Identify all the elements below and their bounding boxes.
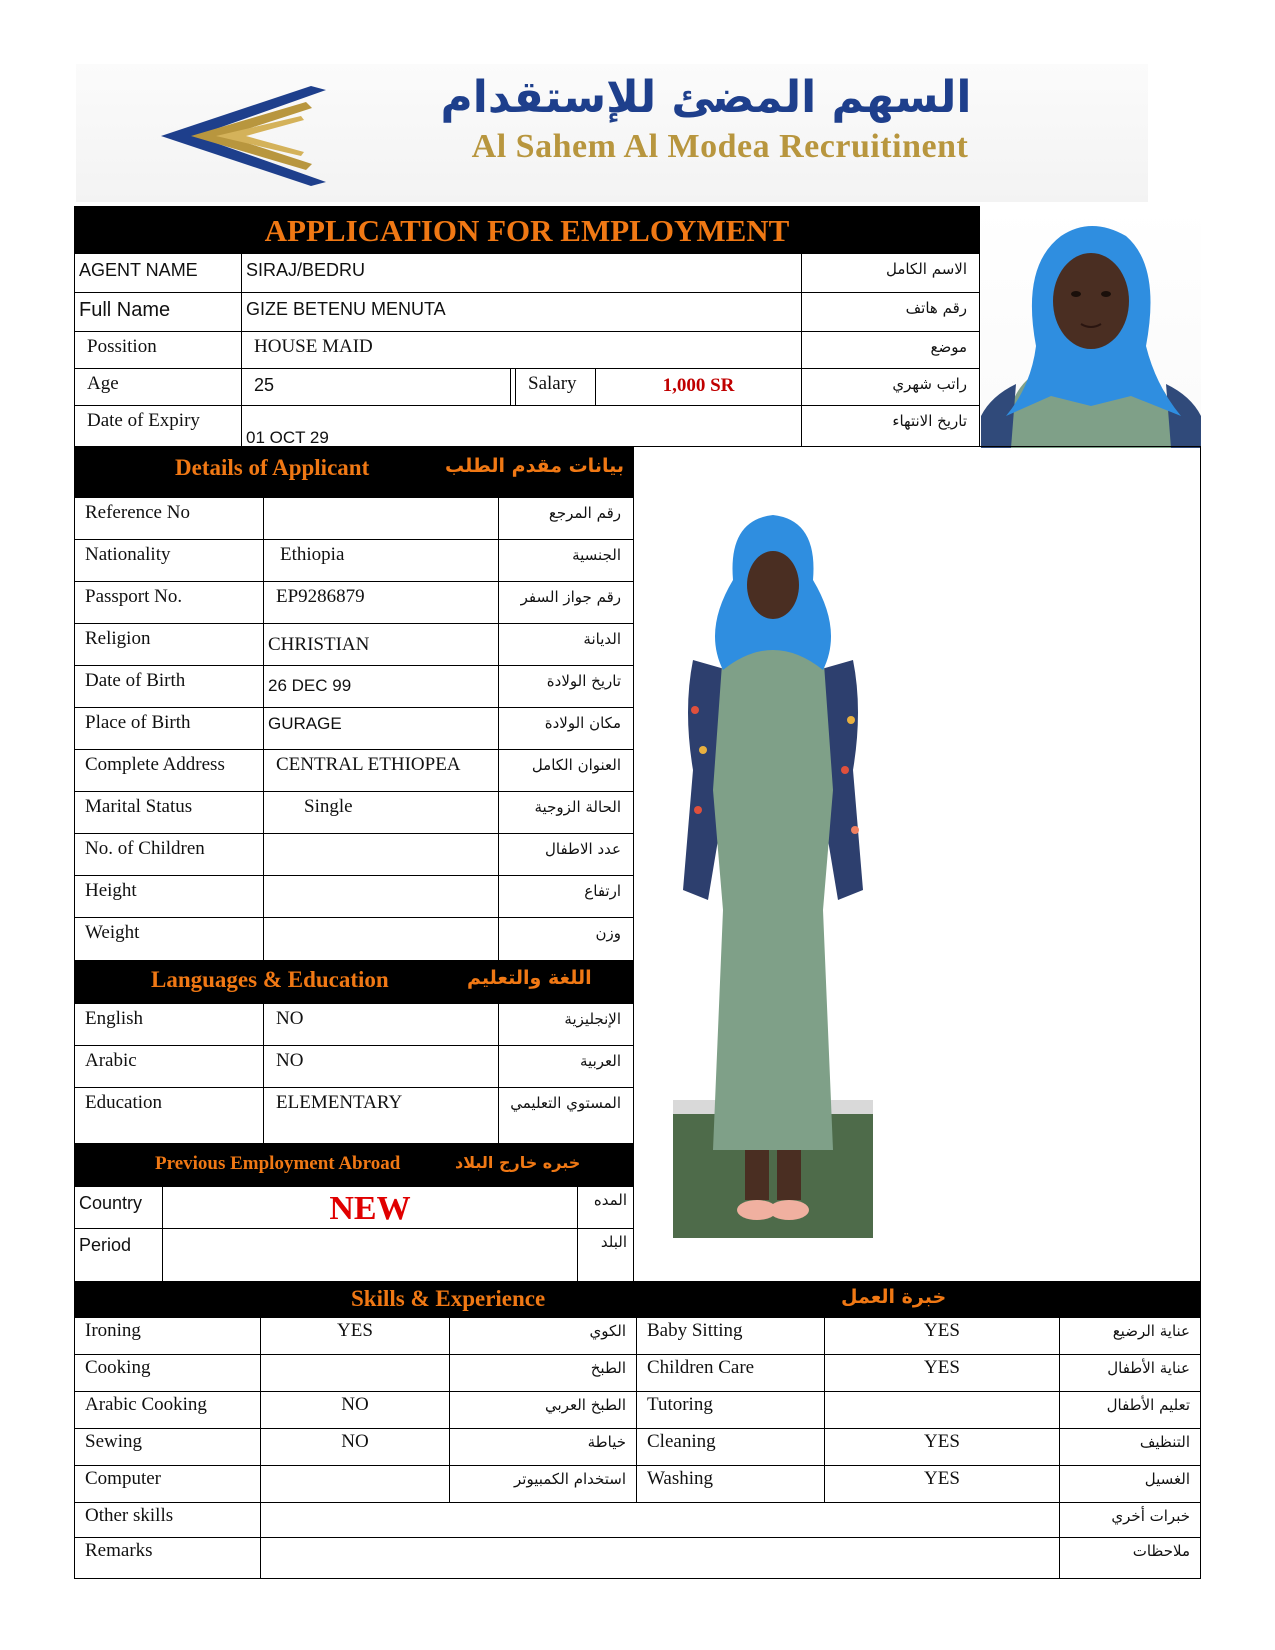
details-value: GURAGE: [263, 707, 499, 750]
other-skills-value: [260, 1502, 1060, 1538]
details-label-ar: العنوان الكامل: [498, 749, 634, 792]
details-value: [263, 833, 499, 876]
details-label: Weight: [74, 917, 264, 961]
languages-header: [74, 960, 634, 1004]
period-value: [162, 1228, 578, 1282]
full-name-label: Full Name: [74, 292, 242, 332]
education-value: ELEMENTARY: [263, 1087, 499, 1144]
skill-label-ar: تعليم الأطفال: [1059, 1391, 1201, 1429]
skill-label-ar: استخدام الكمبيوتر: [449, 1465, 637, 1503]
skill-label-ar: عناية الأطفال: [1059, 1354, 1201, 1392]
company-name-arabic: السهم المضئ للإستقدام: [440, 72, 972, 123]
salary-label: Salary: [515, 368, 596, 406]
details-label-ar: الجنسية: [498, 539, 634, 582]
salary-value: 1,000 SR: [595, 368, 802, 406]
skill-value: [260, 1465, 450, 1503]
remarks-value: [260, 1537, 1060, 1579]
skill-value: NO: [260, 1391, 450, 1429]
skills-title-en: Skills & Experience: [351, 1286, 546, 1311]
position-label-ar: موضع: [801, 331, 980, 369]
details-header: [74, 446, 634, 498]
details-title-ar: بيانات مقدم الطلب: [445, 455, 624, 477]
languages-title-ar: اللغة والتعليم: [467, 967, 592, 989]
skill-value: YES: [260, 1317, 450, 1355]
language-value: NO: [263, 1003, 499, 1046]
language-label-ar: العربية: [498, 1045, 634, 1088]
languages-title-en: Languages & Education: [151, 967, 389, 992]
language-label-ar: الإنجليزية: [498, 1003, 634, 1046]
skill-label: Tutoring: [636, 1391, 825, 1429]
expiry-label-ar: تاريخ الانتهاء: [801, 405, 980, 447]
remarks-label: Remarks: [74, 1537, 261, 1579]
details-value: [263, 875, 499, 918]
agent-name-value: SIRAJ/BEDRU: [241, 253, 802, 293]
details-label: Height: [74, 875, 264, 918]
previous-employment-header: [74, 1143, 634, 1187]
expiry-value: 01 OCT 29: [241, 405, 802, 447]
details-value: EP9286879: [263, 581, 499, 624]
expiry-label: Date of Expiry: [74, 405, 242, 447]
details-value: [263, 497, 499, 540]
age-label: Age: [74, 368, 242, 406]
details-label-ar: الحالة الزوجية: [498, 791, 634, 834]
age-value: 25: [241, 368, 511, 406]
skill-value: NO: [260, 1428, 450, 1466]
details-label: Complete Address: [74, 749, 264, 792]
details-label: Passport No.: [74, 581, 264, 624]
skill-label-ar: الكوي: [449, 1317, 637, 1355]
full-name-label-ar: رقم هاتف: [801, 292, 980, 332]
applicant-full-body-photo: [673, 510, 873, 1238]
position-value: HOUSE MAID: [241, 331, 802, 369]
language-label: Arabic: [74, 1045, 264, 1088]
details-value: CENTRAL ETHIOPEA: [263, 749, 499, 792]
skill-value: YES: [824, 1465, 1060, 1503]
details-label-ar: ارتفاع: [498, 875, 634, 918]
details-label-ar: الديانة: [498, 623, 634, 666]
skill-label-ar: خياطة: [449, 1428, 637, 1466]
details-label-ar: رقم المرجع: [498, 497, 634, 540]
other-skills-label: Other skills: [74, 1502, 261, 1538]
skill-label-ar: الطبخ العربي: [449, 1391, 637, 1429]
skill-value: YES: [824, 1317, 1060, 1355]
country-label: Country: [74, 1186, 163, 1229]
details-label: Date of Birth: [74, 665, 264, 708]
skill-value: [260, 1354, 450, 1392]
skills-title-ar: خبرة العمل: [841, 1286, 947, 1308]
details-label-ar: تاريخ الولادة: [498, 665, 634, 708]
details-value: 26 DEC 99: [263, 665, 499, 708]
company-name-english: Al Sahem Al Modea Recruitinent: [471, 128, 969, 165]
skill-label: Computer: [74, 1465, 261, 1503]
details-label-ar: رقم جواز السفر: [498, 581, 634, 624]
details-value: CHRISTIAN: [263, 623, 499, 666]
details-label-ar: مكان الولادة: [498, 707, 634, 750]
form-title-bar: [74, 206, 980, 254]
skill-label-ar: التنظيف: [1059, 1428, 1201, 1466]
skill-label: Cleaning: [636, 1428, 825, 1466]
salary-label-ar: راتب شهري: [801, 368, 980, 406]
country-label-ar: المده: [577, 1186, 634, 1229]
language-value: NO: [263, 1045, 499, 1088]
agent-name-label: AGENT NAME: [74, 253, 242, 293]
company-logo-icon: [76, 64, 376, 202]
remarks-label-ar: ملاحظات: [1059, 1537, 1201, 1579]
details-label: Reference No: [74, 497, 264, 540]
position-label: Possition: [74, 331, 242, 369]
details-label: Religion: [74, 623, 264, 666]
details-label: Place of Birth: [74, 707, 264, 750]
education-label: Education: [74, 1087, 264, 1144]
skill-value: YES: [824, 1354, 1060, 1392]
form-title: APPLICATION FOR EMPLOYMENT: [264, 213, 790, 248]
skill-label-ar: الطبخ: [449, 1354, 637, 1392]
details-label-ar: وزن: [498, 917, 634, 961]
language-label: English: [74, 1003, 264, 1046]
skill-label: Ironing: [74, 1317, 261, 1355]
skill-label: Arabic Cooking: [74, 1391, 261, 1429]
education-label-ar: المستوي التعليمي: [498, 1087, 634, 1144]
details-value: [263, 917, 499, 961]
period-label: Period: [74, 1228, 163, 1282]
previous-title-ar: خبره خارج البلاد: [455, 1153, 581, 1172]
details-value: Ethiopia: [263, 539, 499, 582]
details-label-ar: عدد الاطفال: [498, 833, 634, 876]
skill-value: YES: [824, 1428, 1060, 1466]
details-label: Marital Status: [74, 791, 264, 834]
skill-label: Sewing: [74, 1428, 261, 1466]
other-skills-label-ar: خبرات أخري: [1059, 1502, 1201, 1538]
country-value: NEW: [162, 1186, 578, 1229]
skill-label-ar: عناية الرضيع: [1059, 1317, 1201, 1355]
full-name-value: GIZE BETENU MENUTA: [241, 292, 802, 332]
skills-header: [74, 1281, 1201, 1318]
skill-label: Cooking: [74, 1354, 261, 1392]
applicant-portrait-photo: [981, 206, 1201, 448]
details-label: No. of Children: [74, 833, 264, 876]
details-label: Nationality: [74, 539, 264, 582]
details-title-en: Details of Applicant: [175, 455, 370, 480]
previous-title-en: Previous Employment Abroad: [155, 1153, 401, 1174]
skill-label: Washing: [636, 1465, 825, 1503]
agent-name-label-ar: الاسم الكامل: [801, 253, 980, 293]
company-banner: [76, 64, 1148, 202]
period-label-ar: البلد: [577, 1228, 634, 1282]
details-value: Single: [263, 791, 499, 834]
skill-label: Children Care: [636, 1354, 825, 1392]
skill-label: Baby Sitting: [636, 1317, 825, 1355]
skill-value: [824, 1391, 1060, 1429]
skill-label-ar: الغسيل: [1059, 1465, 1201, 1503]
